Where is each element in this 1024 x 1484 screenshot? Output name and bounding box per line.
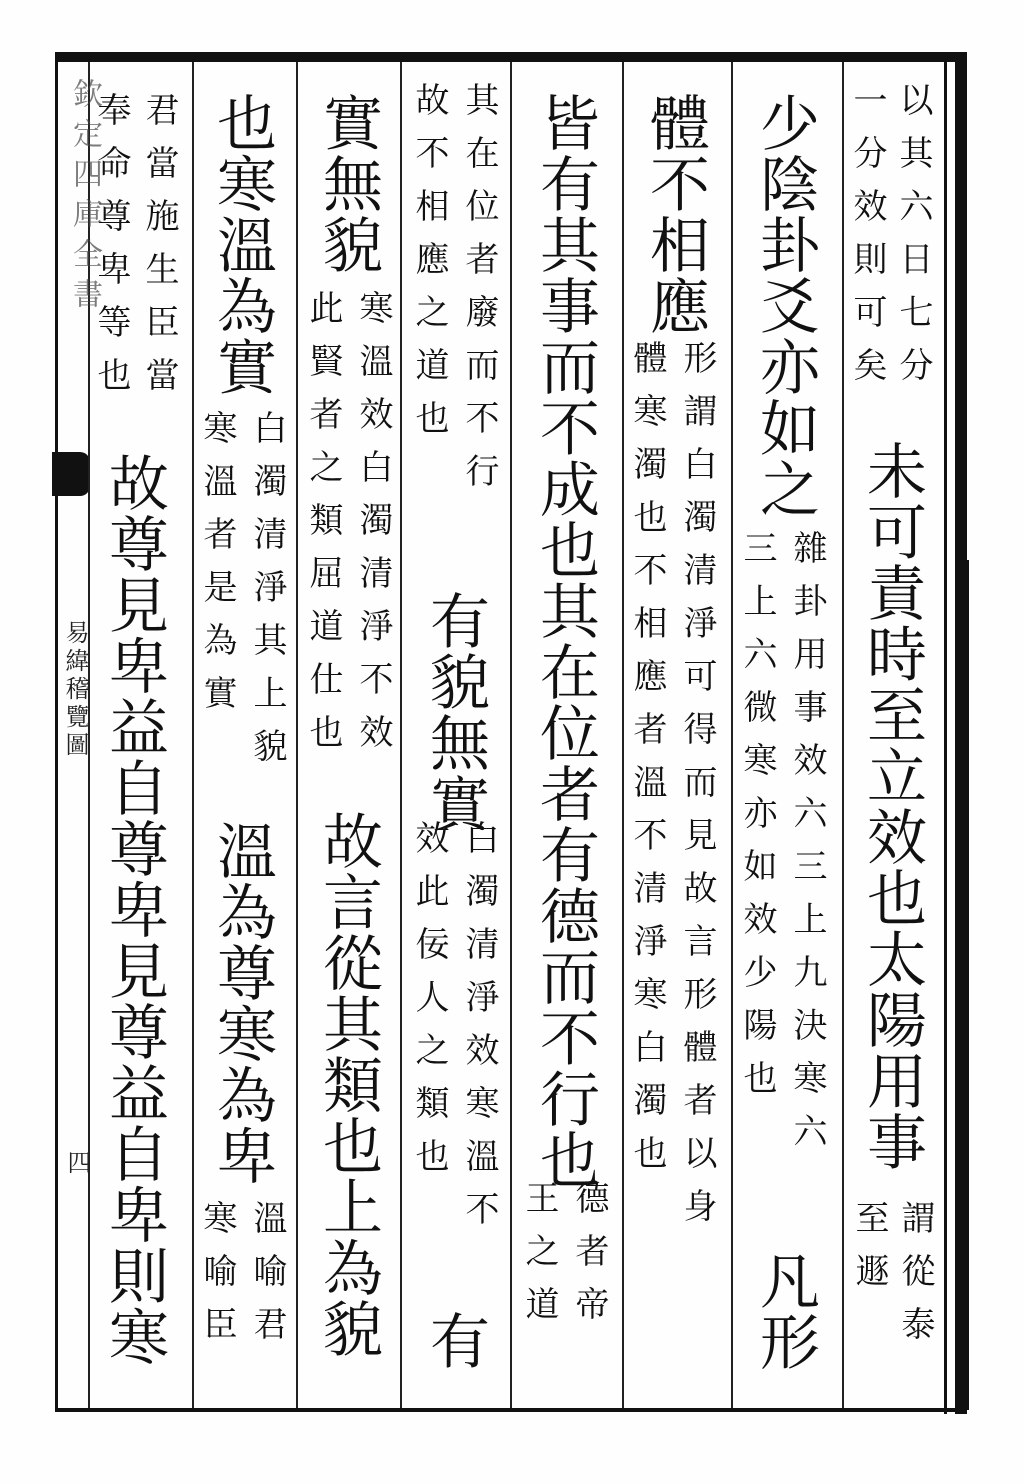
column-text: 也寒溫為實 [207, 92, 277, 397]
frame-bottom-border [55, 1408, 967, 1412]
column-text: 溫喻君 [247, 1200, 287, 1359]
column-text: 君當施生臣當 [139, 92, 179, 410]
column-text: 三上六微寒亦如效少陽也 [737, 530, 777, 1113]
column-text: 凡形 [750, 1250, 820, 1372]
column-rule [842, 62, 844, 1408]
column-text: 白濁清淨效寒溫不 [459, 820, 499, 1244]
column-text: 體不相應 [640, 92, 710, 336]
column-text: 未可責時至立效也太陽用事 [857, 440, 927, 1172]
column-rule [510, 62, 512, 1408]
column-text: 雜卦用事效六三上九決寒六 [787, 530, 827, 1166]
column-text: 德者帝 [569, 1180, 609, 1339]
column-text: 寒溫者是為實 [197, 410, 237, 728]
column-text: 白濁清淨其上貌 [247, 410, 287, 781]
column-text: 以其六日七分 [893, 82, 933, 400]
column-text: 至遯 [849, 1200, 889, 1306]
column-text: 有貌無實 [420, 590, 490, 834]
column-text: 奉命尊卑等也 [91, 92, 131, 410]
column-text: 皆有其事而不成也其在位者有德而不行也 [530, 92, 600, 1190]
column-text: 體寒濁也不相應者溫不清淨寒白濁也 [627, 340, 667, 1188]
column-text: 形謂白濁清淨可得而見故言形體者以身 [677, 340, 717, 1241]
column-rule [400, 62, 402, 1408]
page-number: 四 [63, 1150, 91, 1174]
column-rule [296, 62, 298, 1408]
column-rule [731, 62, 733, 1408]
column-rule [622, 62, 624, 1408]
column-text: 一分效則可矣 [847, 82, 887, 400]
frame-right-thick-bar [955, 560, 969, 1410]
column-text: 故不相應之道也 [409, 82, 449, 453]
column-text: 實無貌 [313, 92, 383, 275]
column-text: 有 [420, 1310, 490, 1371]
column-text: 溫為尊寒為卑 [207, 820, 277, 1186]
frame-top-border [55, 52, 967, 62]
column-text: 故言從其類也上為貌 [313, 810, 383, 1359]
column-text: 少陰卦爻亦如之 [750, 92, 820, 519]
column-text: 效此佞人之類也 [409, 820, 449, 1191]
column-text: 其在位者廢而不行 [459, 82, 499, 506]
column-text: 王之道 [519, 1180, 559, 1339]
fishtail-mark [52, 452, 90, 496]
column-text: 寒喻臣 [197, 1200, 237, 1359]
margin-book-title: 易緯稽覽圖 [61, 620, 89, 760]
column-text: 寒溫效白濁清淨不效 [353, 290, 393, 767]
column-rule [192, 62, 194, 1408]
frame-right-inner-border [944, 52, 947, 1414]
column-text: 謂從泰 [895, 1200, 935, 1359]
column-text: 故尊見卑益自尊卑見尊益自卑則寒 [99, 452, 169, 1367]
column-text: 此賢者之類屈道仕也 [303, 290, 343, 767]
margin-fragment: 欽定四庫全書 [67, 78, 102, 318]
